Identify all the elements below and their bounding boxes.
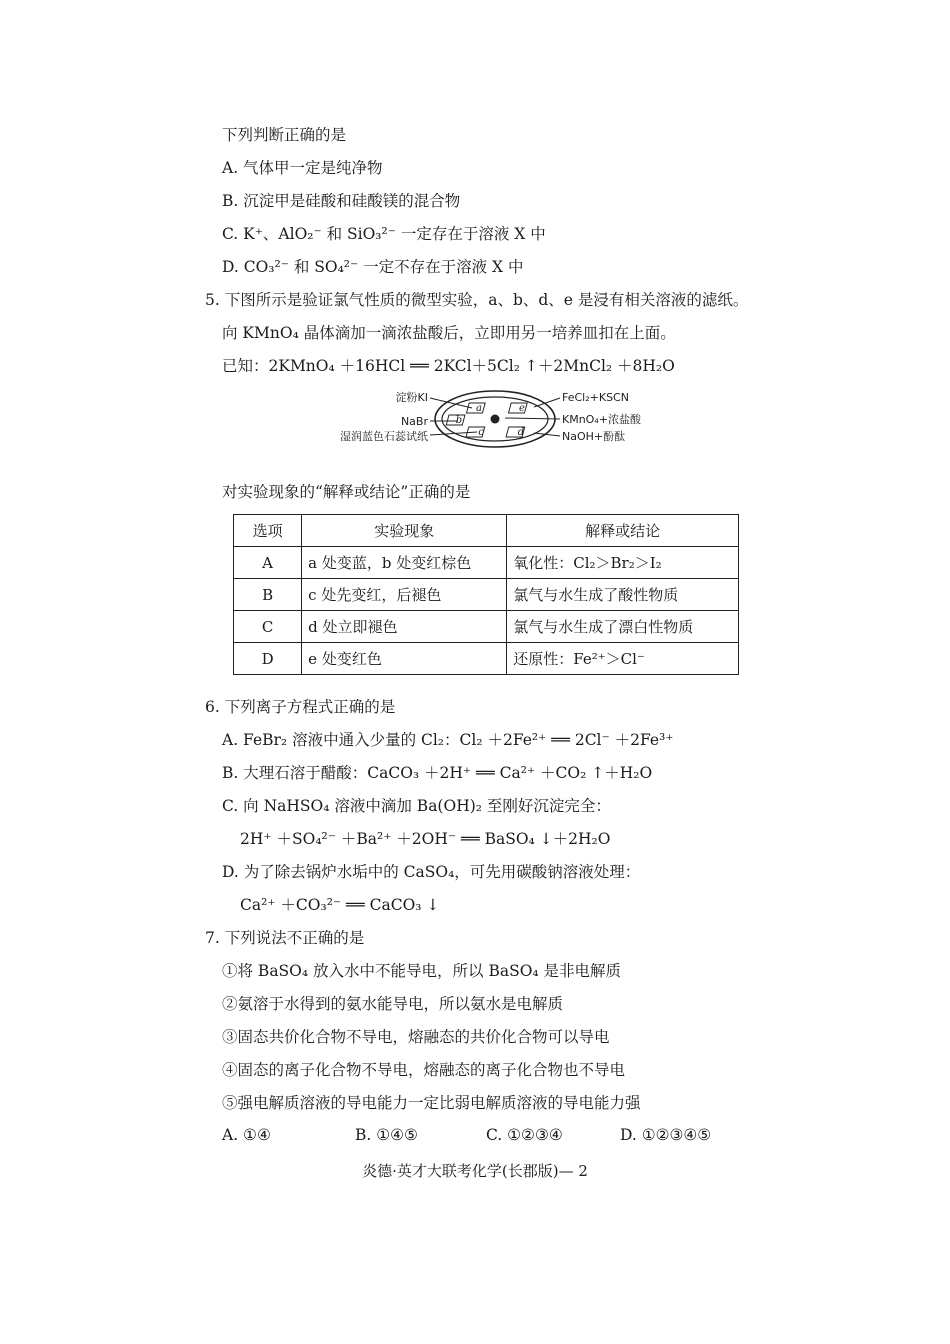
q4-option-c: C. K⁺、AlO₂⁻ 和 SiO₃²⁻ 一定存在于溶液 X 中 — [222, 225, 546, 243]
label-kmno4-hcl: KMnO₄+浓盐酸 — [562, 413, 641, 426]
q6-option-c: C. 向 NaHSO₄ 溶液中滴加 Ba(OH)₂ 至刚好沉淀完全： — [222, 797, 611, 815]
q7-item-4: ④固态的离子化合物不导电，熔融态的离子化合物也不导电 — [222, 1061, 626, 1079]
label-starch-ki: 淀粉KI — [395, 391, 428, 404]
q6-option-b: B. 大理石溶于醋酸：CaCO₃ ＋2H⁺ ══ Ca²⁺ ＋CO₂ ↑＋H₂O — [222, 764, 653, 782]
q7-item-1: ①将 BaSO₄ 放入水中不能导电，所以 BaSO₄ 是非电解质 — [222, 962, 622, 980]
header-conclusion: 解释或结论 — [507, 515, 739, 547]
q7-choice-a: A. ①④ — [222, 1126, 271, 1144]
header-option: 选项 — [234, 515, 302, 547]
q7-stem: 7. 下列说法不正确的是 — [205, 929, 365, 947]
row-conclusion: 氧化性：Cl₂＞Br₂＞I₂ — [507, 547, 739, 579]
paper-c-label: c — [478, 427, 484, 438]
paper-a-label: a — [476, 403, 482, 414]
row-conclusion: 氯气与水生成了漂白性物质 — [507, 611, 739, 643]
q7-item-2: ②氨溶于水得到的氨水能导电，所以氨水是电解质 — [222, 995, 564, 1013]
row-phenomenon: e 处变红色 — [302, 643, 507, 675]
label-nabr: NaBr — [400, 415, 428, 428]
row-phenomenon: a 处变蓝，b 处变红棕色 — [302, 547, 507, 579]
q6-option-c-equation: 2H⁺ ＋SO₄²⁻ ＋Ba²⁺ ＋2OH⁻ ══ BaSO₄ ↓＋2H₂O — [240, 830, 611, 848]
q7-item-3: ③固态共价化合物不导电，熔融态的共价化合物可以导电 — [222, 1028, 610, 1046]
q4-option-d: D. CO₃²⁻ 和 SO₄²⁻ 一定不存在于溶液 X 中 — [222, 258, 524, 276]
q4-option-a: A. 气体甲一定是纯净物 — [222, 159, 383, 177]
row-conclusion: 氯气与水生成了酸性物质 — [507, 579, 739, 611]
q5-question: 对实验现象的“解释或结论”正确的是 — [222, 483, 471, 501]
q7-item-5: ⑤强电解质溶液的导电能力一定比弱电解质溶液的导电能力强 — [222, 1094, 641, 1112]
q7-choice-b: B. ①④⑤ — [355, 1126, 418, 1144]
table-row — [234, 579, 739, 611]
row-phenomenon: c 处先变红，后褪色 — [302, 579, 507, 611]
label-litmus: 湿润蓝色石蕊试纸 — [340, 430, 428, 443]
table-row — [234, 611, 739, 643]
q5-table — [233, 514, 739, 675]
paper-b-label: b — [455, 415, 463, 426]
kmno4-crystal — [491, 415, 500, 424]
table-row — [234, 547, 739, 579]
q4-option-b: B. 沉淀甲是硅酸和硅酸镁的混合物 — [222, 192, 461, 210]
q6-option-a: A. FeBr₂ 溶液中通入少量的 Cl₂：Cl₂ ＋2Fe²⁺ ══ 2Cl⁻ ＋2Fe³⁺ — [222, 731, 674, 749]
row-option: C — [234, 611, 302, 643]
row-conclusion: 还原性：Fe²⁺＞Cl⁻ — [507, 643, 739, 675]
row-phenomenon: d 处立即褪色 — [302, 611, 507, 643]
table-header-row — [234, 515, 739, 547]
q5-stem-line2: 向 KMnO₄ 晶体滴加一滴浓盐酸后，立即用另一培养皿扣在上面。 — [222, 324, 676, 342]
page-footer: 炎德·英才大联考化学(长郡版)— 2 — [362, 1162, 588, 1180]
q5-equation: 已知：2KMnO₄ ＋16HCl ══ 2KCl＋5Cl₂ ↑＋2MnCl₂ ＋8H₂O — [222, 357, 675, 375]
q5-stem-line1: 5. 下图所示是验证氯气性质的微型实验，a、b、d、e 是浸有相关溶液的滤纸。 — [205, 291, 749, 309]
row-option: B — [234, 579, 302, 611]
q7-choice-c: C. ①②③④ — [486, 1126, 563, 1144]
label-naoh: NaOH+酚酞 — [562, 430, 626, 443]
table-row — [234, 643, 739, 675]
q4-stem: 下列判断正确的是 — [222, 126, 347, 144]
q6-option-d-equation: Ca²⁺ ＋CO₃²⁻ ══ CaCO₃ ↓ — [240, 896, 440, 914]
row-option: D — [234, 643, 302, 675]
label-fecl2: FeCl₂+KSCN — [562, 391, 629, 404]
petri-dish-diagram — [310, 385, 650, 453]
row-option: A — [234, 547, 302, 579]
paper-d-label: d — [517, 427, 525, 438]
q7-choice-d: D. ①②③④⑤ — [620, 1126, 712, 1144]
header-phenomenon: 实验现象 — [302, 515, 507, 547]
paper-e-label: e — [519, 403, 525, 414]
q6-option-d: D. 为了除去锅炉水垢中的 CaSO₄，可先用碳酸钠溶液处理： — [222, 863, 641, 881]
q6-stem: 6. 下列离子方程式正确的是 — [205, 698, 396, 716]
